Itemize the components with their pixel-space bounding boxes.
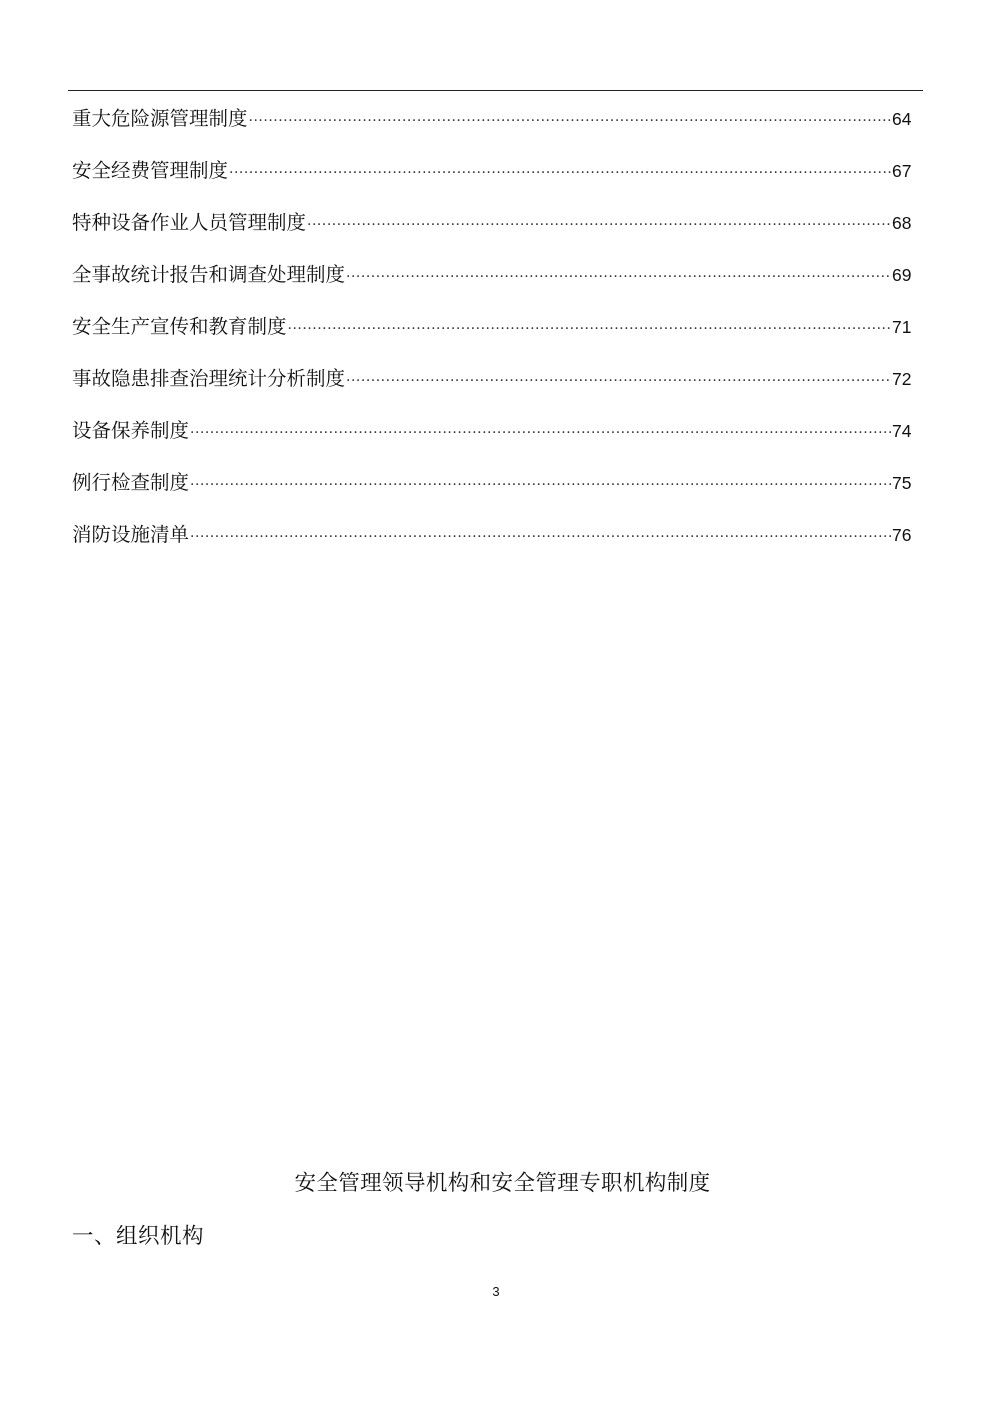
toc-dot-leader <box>345 364 892 398</box>
toc-entry-equipment-maintenance[interactable] <box>72 414 918 466</box>
toc-entry-routine-inspection[interactable] <box>72 466 918 518</box>
toc-entry-page: 68 <box>892 213 912 233</box>
toc-entry-page: 72 <box>892 369 912 389</box>
toc-entry-title: 全事故统计报告和调查处理制度 <box>72 263 346 286</box>
toc-entry-title: 重大危险源管理制度 <box>72 107 248 130</box>
toc-entry-page: 76 <box>892 525 912 545</box>
toc-entry-special-equipment[interactable] <box>72 206 918 258</box>
toc-entry-page: 75 <box>892 473 912 493</box>
toc-entry-hazard-investigation[interactable] <box>72 362 918 414</box>
toc-entry-major-hazard[interactable] <box>72 102 918 154</box>
toc-entry-title: 例行检查制度 <box>72 471 190 494</box>
toc-dot-leader <box>228 156 892 190</box>
toc-entry-page: 69 <box>892 265 912 285</box>
toc-dot-leader <box>345 260 892 294</box>
toc-entry-title: 消防设施清单 <box>72 523 190 546</box>
toc-entry-title: 设备保养制度 <box>72 419 190 442</box>
toc-entry-accident-statistics[interactable] <box>72 258 918 310</box>
toc-dot-leader <box>248 104 892 138</box>
toc-entry-title: 特种设备作业人员管理制度 <box>72 211 307 234</box>
toc-dot-leader <box>189 416 892 450</box>
toc-entry-page: 64 <box>892 109 912 129</box>
toc-entry-fire-facilities[interactable] <box>72 518 918 570</box>
toc-entry-title: 安全经费管理制度 <box>72 159 229 182</box>
toc-entry-page: 74 <box>892 421 912 441</box>
toc-dot-leader <box>306 208 892 242</box>
toc-entry-safety-education[interactable] <box>72 310 918 362</box>
document-title: 安全管理领导机构和安全管理专职机构制度 <box>294 1171 711 1196</box>
toc-entry-safety-funds[interactable] <box>72 154 918 206</box>
toc-dot-leader <box>189 520 892 554</box>
section-heading: 一、组织机构 <box>72 1224 205 1249</box>
toc-dot-leader <box>287 312 892 346</box>
toc-entry-title: 安全生产宣传和教育制度 <box>72 315 287 338</box>
header-rule <box>68 90 923 91</box>
page-number: 3 <box>492 1284 500 1299</box>
toc-entry-page: 71 <box>892 317 912 337</box>
toc-dot-leader <box>189 468 892 502</box>
toc-entry-page: 67 <box>892 161 912 181</box>
toc-entry-title: 事故隐患排查治理统计分析制度 <box>72 367 346 390</box>
table-of-contents <box>72 102 918 570</box>
